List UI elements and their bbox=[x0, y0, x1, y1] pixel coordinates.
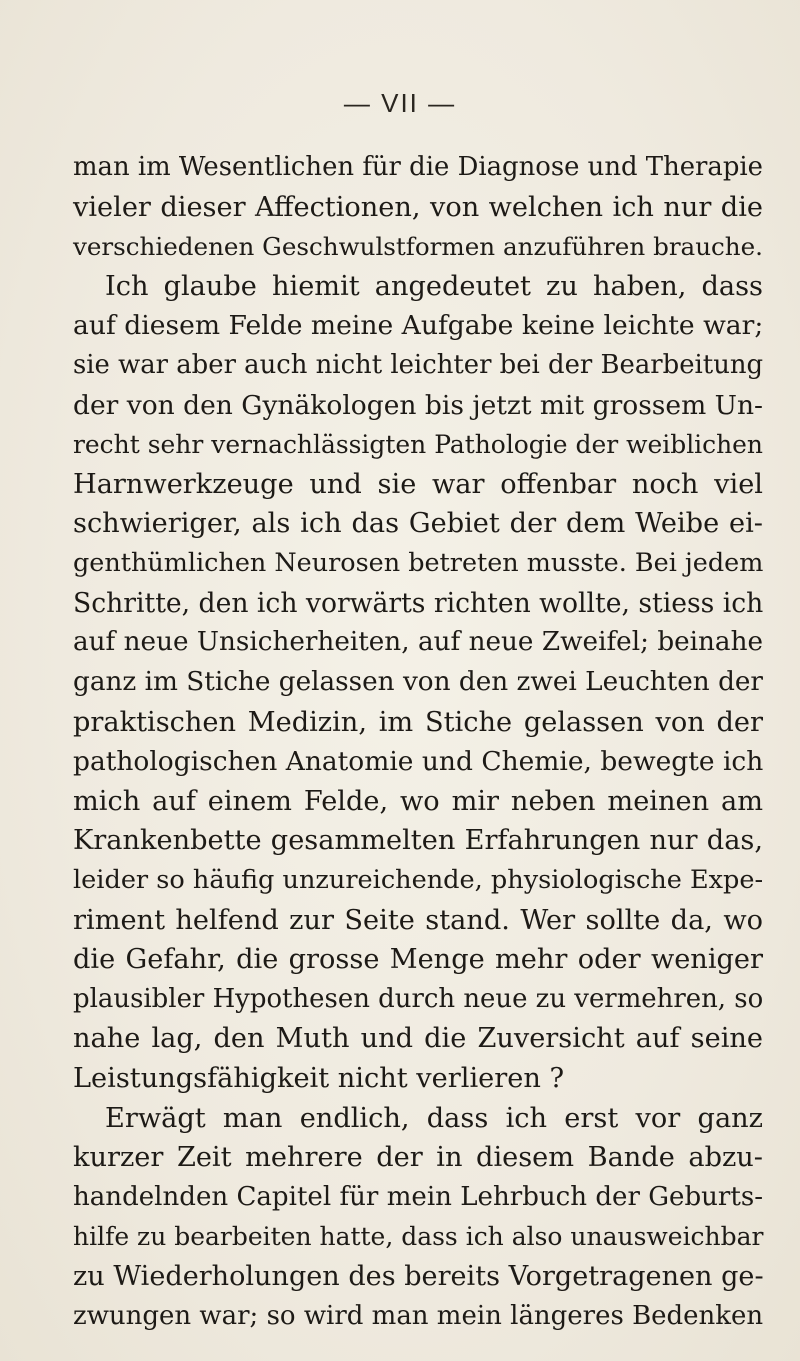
page-number-header: — VII — bbox=[343, 88, 457, 118]
body-text bbox=[73, 148, 763, 1336]
text-line: man im Wesentlichen für die Diagnose und Therapie bbox=[73, 152, 763, 182]
text-line: die Gefahr, die grosse Menge mehr oder weniger bbox=[73, 944, 763, 976]
text-line: recht sehr vernachlässigten Pathologie der weiblichen bbox=[73, 430, 763, 460]
text-line: Leistungsfähigkeit nicht verlieren ? bbox=[73, 1063, 565, 1095]
text-line: kurzer Zeit mehrere der in diesem Bande abzu- bbox=[73, 1142, 763, 1174]
text-line: handelnden Capitel für mein Lehrbuch der Geburts- bbox=[73, 1181, 763, 1212]
text-line: der von den Gynäkologen bis jetzt mit grossem Un- bbox=[73, 389, 763, 421]
text-line: leider so häufig unzureichende, physiologische Expe- bbox=[73, 864, 764, 895]
text-line: auf diesem Felde meine Aufgabe keine leichte war; bbox=[73, 310, 764, 342]
text-line: zwungen war; so wird man mein längeres Bedenken bbox=[73, 1300, 764, 1331]
text-line: auf neue Unsicherheiten, auf neue Zweifel; beinahe bbox=[73, 627, 763, 658]
text-line: vieler dieser Affectionen, von welchen ich nur die bbox=[73, 191, 763, 223]
text-line: hilfe zu bearbeiten hatte, dass ich also unausweichbar bbox=[73, 1222, 764, 1252]
text-line: Schritte, den ich vorwärts richten wollte, stiess ich bbox=[73, 587, 764, 619]
text-line: plausibler Hypothesen durch neue zu vermehren, so bbox=[73, 983, 764, 1014]
text-line: Krankenbette gesammelten Erfahrungen nur das, bbox=[73, 825, 763, 857]
text-line: Erwägt man endlich, dass ich erst vor ganz bbox=[105, 1102, 763, 1134]
text-line: verschiedenen Geschwulstformen anzuführen brauche. bbox=[73, 232, 763, 262]
text-line: Ich glaube hiemit angedeutet zu haben, dass bbox=[105, 270, 763, 302]
text-line: Harnwerkzeuge und sie war offenbar noch viel bbox=[73, 468, 763, 500]
text-line: mich auf einem Felde, wo mir neben meinen am bbox=[73, 785, 763, 817]
text-line: sie war aber auch nicht leichter bei der Bearbeitung bbox=[73, 350, 764, 381]
text-line: genthümlichen Neurosen betreten musste. Bei jedem bbox=[73, 548, 764, 579]
text-line: pathologischen Anatomie und Chemie, bewegte ich bbox=[73, 746, 764, 778]
text-line: riment helfend zur Seite stand. Wer sollte da, wo bbox=[73, 904, 763, 936]
text-line: schwieriger, als ich das Gebiet der dem Weibe ei- bbox=[73, 508, 763, 540]
text-line: zu Wiederholungen des bereits Vorgetragenen ge- bbox=[73, 1261, 764, 1293]
text-line: nahe lag, den Muth und die Zuversicht auf seine bbox=[73, 1023, 763, 1055]
text-line: ganz im Stiche gelassen von den zwei Leuchten der bbox=[73, 666, 763, 697]
text-line: praktischen Medizin, im Stiche gelassen von der bbox=[73, 706, 763, 738]
